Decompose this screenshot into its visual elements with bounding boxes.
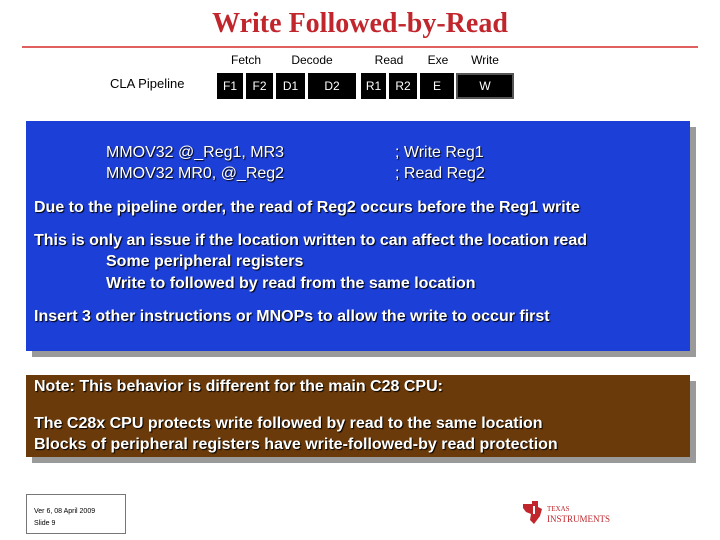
- pipeline-cell-f1: F1: [217, 73, 243, 99]
- pipeline-cell-d1: D1: [276, 73, 305, 99]
- slide-title: Write Followed-by-Read: [212, 8, 508, 39]
- note-line-2: Blocks of peripheral registers have write-followed-by read protection: [34, 436, 558, 453]
- title-underline: [22, 46, 698, 48]
- footer-slide-number: Slide 9: [34, 520, 56, 527]
- paragraph-issue-sub-1: Some peripheral registers: [106, 253, 304, 270]
- pipeline-cell-w: [456, 73, 514, 99]
- note-line-1: The C28x CPU protects write followed by read to the same location: [34, 415, 543, 432]
- pipeline-cell-d2: D2: [308, 73, 356, 99]
- pipeline-cell-f2: F2: [246, 73, 273, 99]
- stage-exe-label: Exe: [427, 53, 449, 67]
- code-line-1: MMOV32 @_Reg1, MR3: [106, 144, 285, 161]
- stage-decode-label: Decode: [291, 53, 333, 67]
- logo-text-texas: TEXAS: [547, 505, 570, 513]
- pipeline-cell-w-label: W: [479, 79, 491, 93]
- code-line-2: MMOV32 MR0, @_Reg2: [106, 165, 285, 182]
- note-heading: Note: This behavior is different for the main C28 CPU:: [34, 378, 443, 395]
- pipeline-label: CLA Pipeline: [110, 76, 185, 91]
- pipeline-cell-e: E: [420, 73, 454, 99]
- code-comment-1: ; Write Reg1: [395, 144, 484, 161]
- paragraph-pipeline-order: Due to the pipeline order, the read of Reg2 occurs before the Reg1 write: [34, 199, 580, 216]
- stage-read-label: Read: [374, 53, 404, 67]
- paragraph-issue: This is only an issue if the location written to can affect the location read: [34, 232, 587, 249]
- paragraph-issue-sub-2: Write to followed by read from the same location: [106, 275, 476, 292]
- pipeline-cell-r1: R1: [361, 73, 386, 99]
- stage-write-label: Write: [471, 53, 499, 67]
- logo-text-instruments: INSTRUMENTS: [547, 514, 611, 524]
- code-comment-2: ; Read Reg2: [395, 165, 485, 182]
- pipeline-cell-r2: R2: [389, 73, 417, 99]
- paragraph-insert-mnops: Insert 3 other instructions or MNOPs to allow the write to occur first: [34, 308, 550, 325]
- texas-instruments-logo: [520, 498, 620, 528]
- stage-fetch-label: Fetch: [230, 53, 261, 67]
- footer-version: Ver 6, 08 April 2009: [34, 508, 96, 515]
